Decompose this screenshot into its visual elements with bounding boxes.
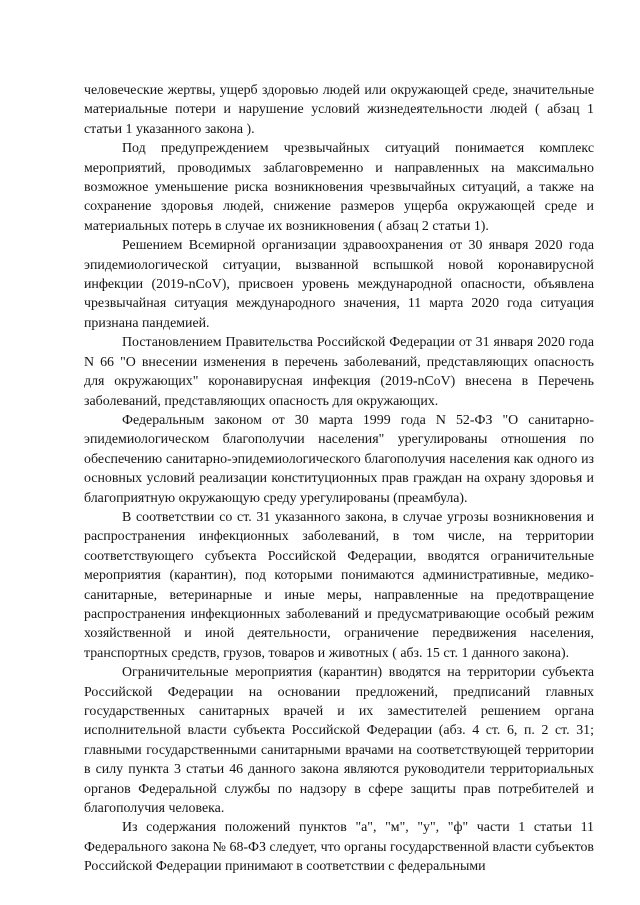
paragraph-8: Из содержания положений пунктов "а", "м", "у", "ф" части 1 статьи 11 Федерального закона № 68-ФЗ следует, что органы государственной власти субъектов Российской Федерации принимают в соответствии с федеральными [84,820,594,875]
paragraph-4: Постановлением Правительства Российской Федерации от 31 января 2020 года N 66 "О внесении изменения в перечень заболеваний, представляющих опасность для окружающих" коронавирусная инфекция (2019-nCoV) внесена в Перечень заболеваний, представляющих опасность для окружающих. [84,335,594,409]
paragraph-2: Под предупреждением чрезвычайных ситуаций понимается комплекс мероприятий, проводимых заблаговременно и направленных на максимально возможное уменьшение риска возникновения чрезвычайных ситуаций, а также на сохранение здоровья людей, снижение размеров ущерба окружающей среде и материальных потерь в случае их возникновения ( абзац 2 статьи 1). [84,141,594,234]
paragraph-6: В соответствии со ст. 31 указанного закона, в случае угрозы возникновения и распространения инфекционных заболеваний, в том числе, на территории соответствующего субъекта Российской Федерации, вводятся ограничительные мероприятия (карантин), под которыми понимаются административные, медико-санитарные, ветеринарные и иные меры, направленные на предотвращение распространения инфекционных заболеваний и предусматривающие особый режим хозяйственной и иной деятельности, ограничение передвижения населения, транспортных средств, грузов, товаров и животных ( абз. 15 ст. 1 данного закона). [84,509,594,661]
paragraph-1: человеческие жертвы, ущерб здоровью людей или окружающей среде, значительные материальные потери и нарушение условий жизнедеятельности людей ( абзац 1 статьи 1 указанного закона ). [84,83,594,137]
paragraph-7: Ограничительные мероприятия (карантин) вводятся на территории субъекта Российской Федерации на основании предложений, предписаний главных государственных санитарных врачей и их заместителей решением органа исполнительной власти субъекта Российской Федерации (абз. 4 ст. 6, п. 2 ст. 31; главными государственными санитарными врачами на соответствующей территории в силу пункта 3 статьи 46 данного закона являются руководители территориальных органов Федеральной службы по надзору в сфере защиты прав потребителей и благополучия человека. [84,665,594,817]
paragraph-5: Федеральным законом от 30 марта 1999 года N 52-ФЗ "О санитарно-эпидемиологическом благополучии населения" урегулированы отношения по обеспечению санитарно-эпидемиологического благополучия населения как одного из основных условий реализации конституционных прав граждан на охрану здоровья и благоприятную окружающую среду урегулированы (преамбула). [84,412,594,506]
document-body [84,81,594,877]
paragraph-3: Решением Всемирной организации здравоохранения от 30 января 2020 года эпидемиологической ситуации, вызванной вспышкой новой коронавирусной инфекции (2019-nCoV), присвоен уровень международной опасности, объявлена чрезвычайная ситуация международного значения, 11 марта 2020 года ситуация признана пандемией. [84,238,594,331]
